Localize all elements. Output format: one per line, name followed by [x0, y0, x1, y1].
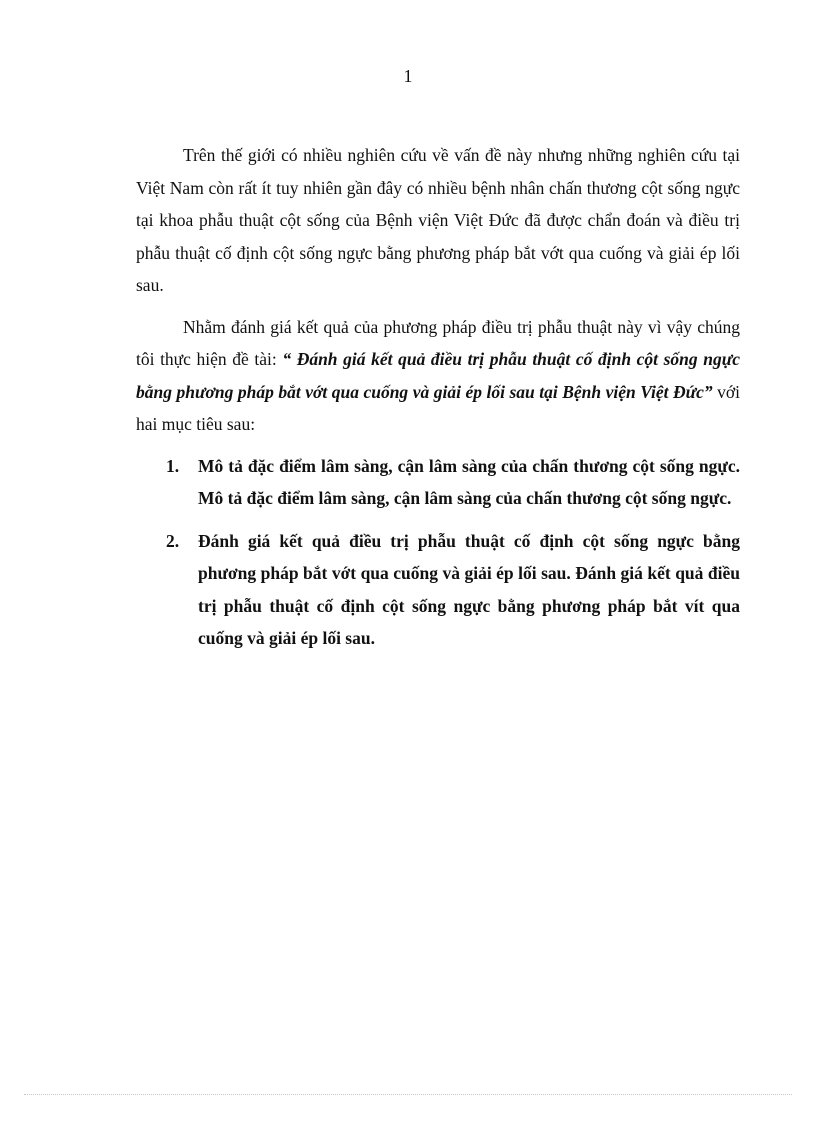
- objective-text: Mô tả đặc điểm lâm sàng, cận lâm sàng của chấn thương cột sống ngực. Mô tả đặc điểm lâm sàng, cận lâm sàng của chấn thương cột sống ngực.: [198, 455, 740, 508]
- paragraph-aim-outro: với hai mục tiêu sau:: [136, 381, 740, 434]
- objectives-list: [136, 450, 740, 655]
- objective-number: 2.: [166, 530, 180, 551]
- document-body: [136, 139, 740, 665]
- objective-text: Đánh giá kết quả điều trị phẫu thuật cố định cột sống ngực bằng phương pháp bắt vớt qua cuống và giải ép lối sau. Đánh giá kết quả điều trị phẫu thuật cố định cột sống ngực bằng phương pháp bắt vít qua cuống và giải ép lối sau.: [198, 530, 740, 648]
- research-title: “ Đánh giá kết quả điều trị phẫu thuật cố định cột sống ngực bằng phương pháp bắt vớt qua cuống và giải ép lối sau tại Bệnh viện Việt Đức”: [136, 349, 740, 402]
- objective-item: [136, 525, 740, 655]
- paragraph-background-text: Trên thế giới có nhiều nghiên cứu về vấn đề này nhưng những nghiên cứu tại Việt Nam còn rất ít tuy nhiên gần đây có nhiều bệnh nhân chấn thương cột sống ngực tại khoa phẫu thuật cột sống của Bệnh viện Việt Đức đã được chẩn đoán và điều trị phẫu thuật cố định cột sống ngực bằng phương pháp bắt vớt qua cuống và giải ép lối sau.: [136, 145, 740, 295]
- paragraph-aim: [136, 311, 740, 441]
- objective-item: [136, 450, 740, 515]
- page-number: 1: [403, 66, 413, 86]
- paragraph-aim-intro: Nhằm đánh giá kết quả của phương pháp điều trị phẫu thuật này vì vậy chúng tôi thực hiện đề tài:: [136, 316, 740, 369]
- objective-number: 1.: [166, 455, 180, 476]
- paragraph-background: [136, 139, 740, 302]
- page-bottom-divider: [24, 1094, 792, 1095]
